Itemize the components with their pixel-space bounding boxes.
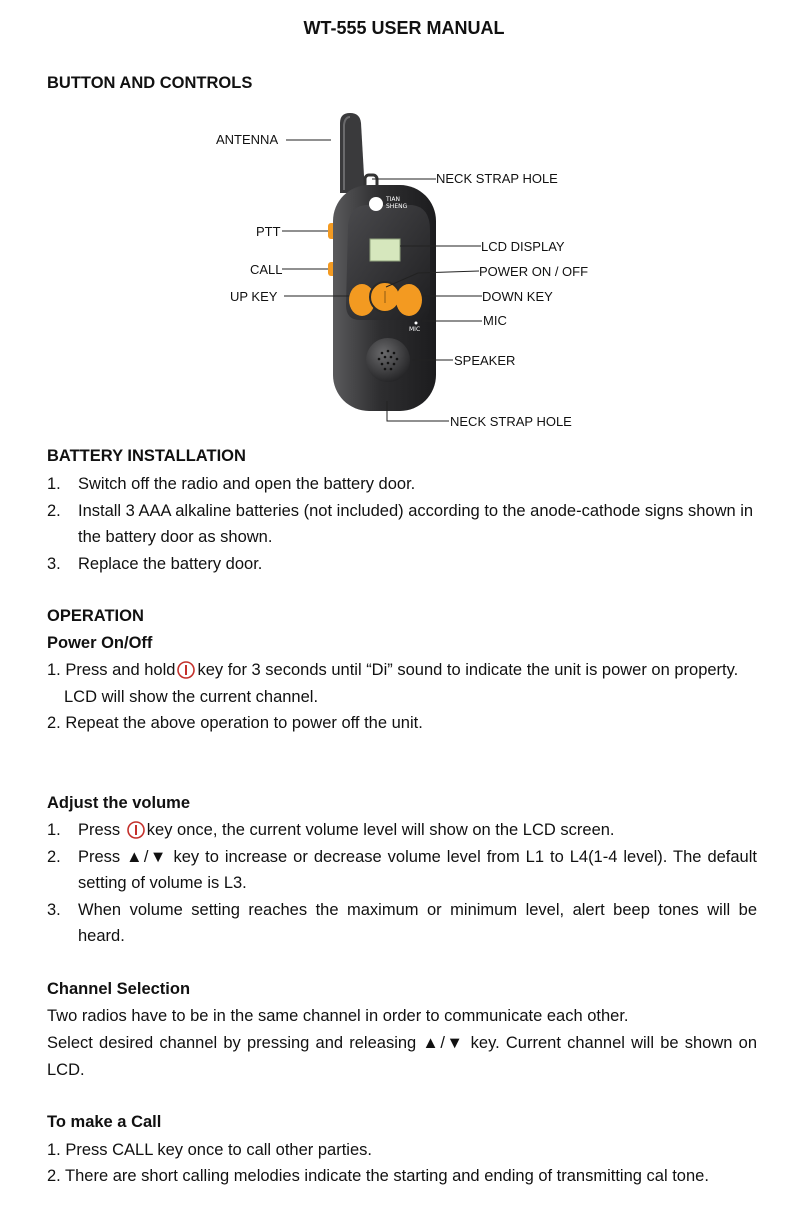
svg-text:MIC: MIC	[409, 326, 421, 333]
subheading-channel: Channel Selection	[47, 980, 191, 998]
label-neck-strap-bottom: NECK STRAP HOLE	[450, 414, 572, 429]
label-speaker: SPEAKER	[454, 353, 516, 368]
list-item: 1. Press and hold key for 3 seconds until “Di” sound to indicate the unit is power on property. LCD will show the current channel.	[47, 661, 739, 706]
label-antenna: ANTENNA	[216, 132, 279, 147]
list-item: 2. Install 3 AAA alkaline batteries (not included) according to the anode-cathode signs shown in the battery door as shown.	[47, 501, 754, 546]
lcd-display	[370, 239, 400, 261]
brand-text: TIAN	[386, 196, 401, 203]
subheading-power: Power On/Off	[47, 634, 153, 652]
label-up-key: UP KEY	[230, 289, 278, 304]
section-heading-buttons: BUTTON AND CONTROLS	[47, 74, 253, 92]
label-call: CALL	[250, 262, 283, 277]
volume-steps	[47, 817, 757, 950]
power-icon	[177, 661, 195, 679]
section-heading-operation: OPERATION	[47, 607, 144, 625]
call-line-2: 2. There are short calling melodies indicate the starting and ending of transmitting cal tone.	[47, 1167, 709, 1185]
label-down-key: DOWN KEY	[482, 289, 553, 304]
power-steps	[47, 657, 787, 737]
list-item: 3. When volume setting reaches the maximum or minimum level, alert beep tones will be heard.	[47, 900, 757, 945]
call-line-1: 1. Press CALL key once to call other parties.	[47, 1141, 372, 1159]
channel-paragraph-1: Two radios have to be in the same channel in order to communicate each other.	[47, 1007, 629, 1025]
channel-paragraph-2: Select desired channel by pressing and releasing ▲/▼ key. Current channel will be shown on LCD.	[47, 1034, 757, 1079]
svg-text:SHENG: SHENG	[386, 203, 408, 210]
label-ptt: PTT	[256, 224, 281, 239]
subheading-volume: Adjust the volume	[47, 794, 191, 812]
subheading-call: To make a Call	[47, 1113, 162, 1131]
power-icon	[127, 821, 145, 839]
list-item: 2. Press ▲/▼ key to increase or decrease volume level from L1 to L4(1-4 level). The default setting of volume is L3.	[47, 847, 757, 892]
device-diagram	[200, 105, 620, 440]
section-heading-battery: BATTERY INSTALLATION	[47, 447, 246, 465]
label-lcd: LCD DISPLAY	[481, 239, 565, 254]
list-item: 1. Press key once, the current volume level will show on the LCD screen.	[47, 821, 615, 839]
list-item: 2. Repeat the above operation to power off the unit.	[47, 714, 423, 732]
battery-steps	[47, 471, 757, 577]
page-title: WT-555 USER MANUAL	[303, 18, 505, 38]
list-item: 3. Replace the battery door.	[47, 554, 263, 573]
list-item: 1. Switch off the radio and open the battery door.	[47, 475, 416, 493]
label-mic: MIC	[483, 313, 507, 328]
speaker-grille	[366, 338, 410, 382]
label-power: POWER ON / OFF	[479, 264, 589, 279]
down-key	[396, 284, 422, 316]
label-neck-strap-top: NECK STRAP HOLE	[436, 171, 558, 186]
mic-hole	[415, 322, 418, 325]
